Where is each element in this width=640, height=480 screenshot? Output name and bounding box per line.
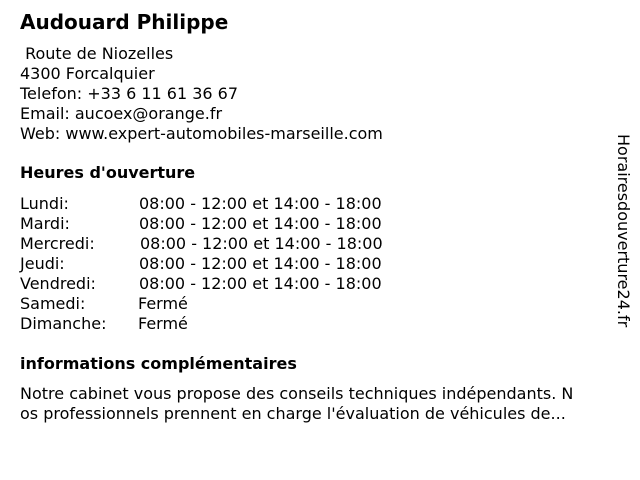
time-value: 08:00 - 12:00 et 14:00 - 18:00	[139, 214, 382, 233]
info-description	[20, 384, 620, 424]
info-heading: informations complémentaires	[20, 354, 297, 373]
day-label: Jeudi:	[20, 254, 65, 273]
day-label: Mardi:	[20, 214, 70, 233]
time-value: Fermé	[138, 294, 188, 313]
address-city: 4300 Forcalquier	[20, 64, 155, 83]
time-value: 08:00 - 12:00 et 14:00 - 18:00	[139, 274, 382, 293]
time-value: 08:00 - 12:00 et 14:00 - 18:00	[139, 254, 382, 273]
time-value: Fermé	[138, 314, 188, 333]
phone-line: Telefon: +33 6 11 61 36 67	[20, 84, 239, 103]
time-value: 08:00 - 12:00 et 14:00 - 18:00	[140, 234, 383, 253]
hours-heading: Heures d'ouverture	[20, 163, 196, 182]
day-label: Vendredi:	[20, 274, 96, 293]
email-line: Email: aucoex@orange.fr	[20, 104, 223, 123]
site-watermark: Horairesdouverture24.fr	[614, 134, 633, 328]
info-line-2: os professionnels prennent en charge l'évaluation de véhicules de...	[20, 404, 566, 423]
business-name: Audouard Philippe	[20, 10, 229, 34]
address-street: Route de Niozelles	[20, 44, 174, 63]
contact-block	[20, 44, 383, 144]
time-value: 08:00 - 12:00 et 14:00 - 18:00	[139, 194, 382, 213]
web-line: Web: www.expert-automobiles-marseille.com	[20, 124, 383, 143]
day-label: Dimanche:	[20, 314, 107, 333]
day-label: Lundi:	[20, 194, 69, 213]
info-line-1: Notre cabinet vous propose des conseils techniques indépendants. N	[20, 384, 574, 403]
day-label: Mercredi:	[20, 234, 95, 253]
day-label: Samedi:	[20, 294, 86, 313]
